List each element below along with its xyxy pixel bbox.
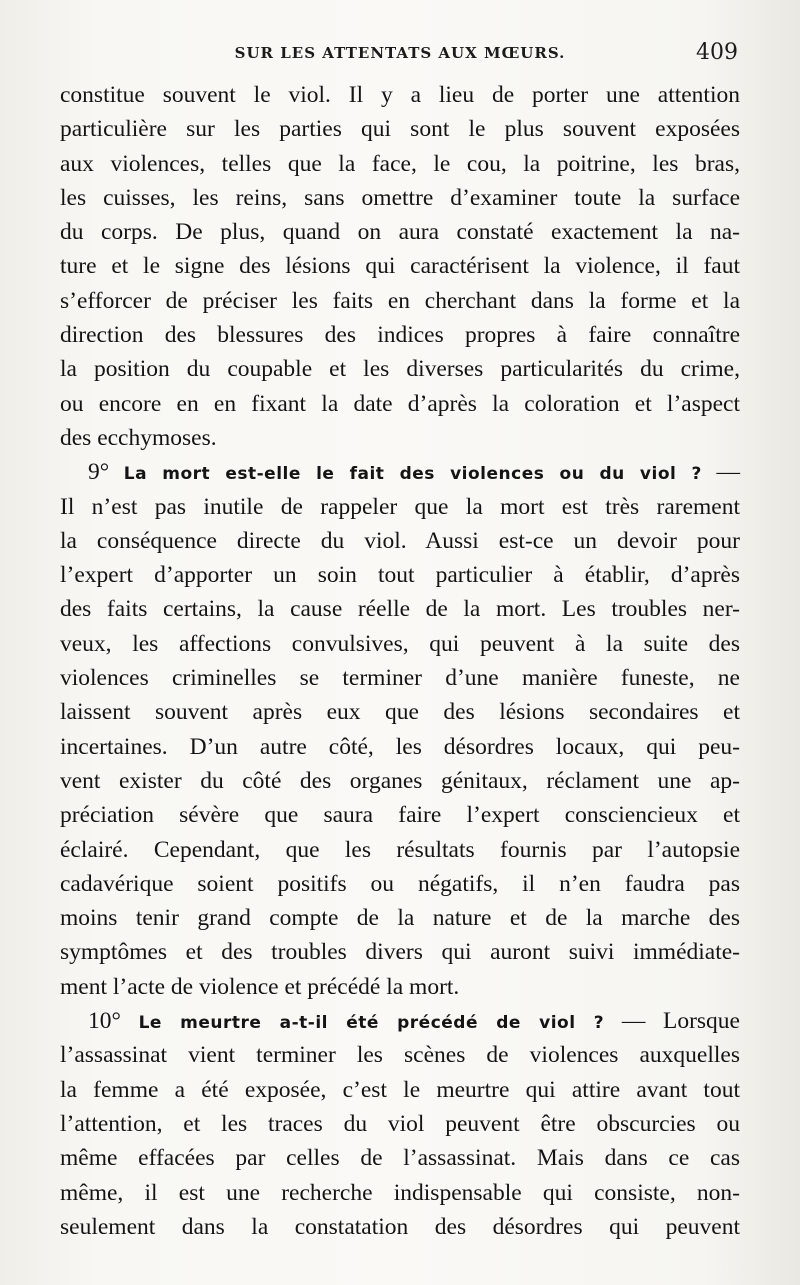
- text-line: l’attention, et les traces du viol peuvent être obscurcies ou: [60, 1110, 740, 1137]
- text-line: même, il est une recherche indispensable qui consiste, non-: [60, 1179, 740, 1206]
- text-line: préciation sévère que saura faire l’expert consciencieux et: [60, 802, 740, 829]
- text-line: l’assassinat vient terminer les scènes de violences auxquelles: [60, 1042, 740, 1069]
- text-line: veux, les affections convulsives, qui peuvent à la suite des: [60, 630, 740, 657]
- page-number: 409: [696, 40, 738, 65]
- text-line: violences criminelles se terminer d’une manière funeste, ne: [60, 665, 740, 692]
- text-line: laissent souvent après eux que des lésions secondaires et: [60, 699, 740, 726]
- text-line: l’expert d’apporter un soin tout particulier à établir, d’après: [60, 562, 740, 589]
- text-line: la conséquence directe du viol. Aussi est-ce un devoir pour: [60, 527, 740, 554]
- section-10-heading: Le meurtre a-t-il été précédé de viol ?: [138, 1013, 605, 1034]
- text-line: des faits certains, la cause réelle de la mort. Les troubles ner-: [60, 596, 740, 623]
- section-9-heading-line: [60, 455, 740, 489]
- text-line: seulement dans la constatation des désordres qui peuvent: [60, 1213, 740, 1240]
- text-line: incertaines. D’un autre côté, les désordres locaux, qui peu-: [60, 733, 740, 760]
- text-line: aux violences, telles que la face, le cou, la poitrine, les bras,: [60, 150, 740, 177]
- text-line: particulière sur les parties qui sont le plus souvent exposées: [60, 116, 740, 143]
- text-line: ou encore en en fixant la date d’après la coloration et l’aspect: [60, 390, 740, 417]
- text-line: ment l’acte de violence et précédé la mort.: [60, 973, 460, 1000]
- text-line: direction des blessures des indices propres à faire connaître: [60, 322, 740, 349]
- text-line: vent exister du côté des organes génitaux, réclament une ap-: [60, 767, 740, 794]
- text-line: la position du coupable et les diverses particularités du crime,: [60, 356, 740, 383]
- section-9-number: 9°: [88, 459, 110, 486]
- text-line: les cuisses, les reins, sans omettre d’examiner toute la surface: [60, 184, 740, 211]
- section-10-number: 10°: [88, 1008, 121, 1035]
- text-line: cadavérique soient positifs ou négatifs, il n’en faudra pas: [60, 870, 740, 897]
- body-text: [60, 78, 740, 1244]
- text-line: moins tenir grand compte de la nature et de la marche des: [60, 905, 740, 932]
- running-title: SUR LES ATTENTATS AUX MŒURS.: [234, 44, 566, 62]
- text-line: s’efforcer de préciser les faits en cherchant dans la forme et la: [60, 287, 740, 314]
- text-line: ture et le signe des lésions qui caractérisent la violence, il faut: [60, 253, 740, 280]
- section-10-lead: — Lorsque: [621, 1008, 740, 1035]
- text-line: symptômes et des troubles divers qui auront suivi immédiate-: [60, 939, 740, 966]
- text-line: la femme a été exposée, c’est le meurtre qui attire avant tout: [60, 1076, 740, 1103]
- section-9-heading: La mort est-elle le fait des violences ou du viol ?: [123, 464, 702, 485]
- section-10-heading-line: [60, 1004, 740, 1038]
- text-line: constitue souvent le viol. Il y a lieu de porter une attention: [60, 82, 740, 108]
- section-10: [60, 1004, 740, 1244]
- section-9-dash: —: [716, 459, 741, 486]
- text-line: du corps. De plus, quand on aura constaté exactement la na-: [60, 219, 740, 246]
- text-line: éclairé. Cependant, que les résultats fournis par l’autopsie: [60, 836, 740, 863]
- text-line: des ecchymoses.: [60, 424, 217, 451]
- page-header: [60, 40, 740, 76]
- text-line: même effacées par celles de l’assassinat. Mais dans ce cas: [60, 1145, 740, 1172]
- text-line: Il n’est pas inutile de rappeler que la mort est très rarement: [60, 493, 740, 520]
- paragraph-1: [60, 78, 740, 455]
- section-9: [60, 455, 740, 1004]
